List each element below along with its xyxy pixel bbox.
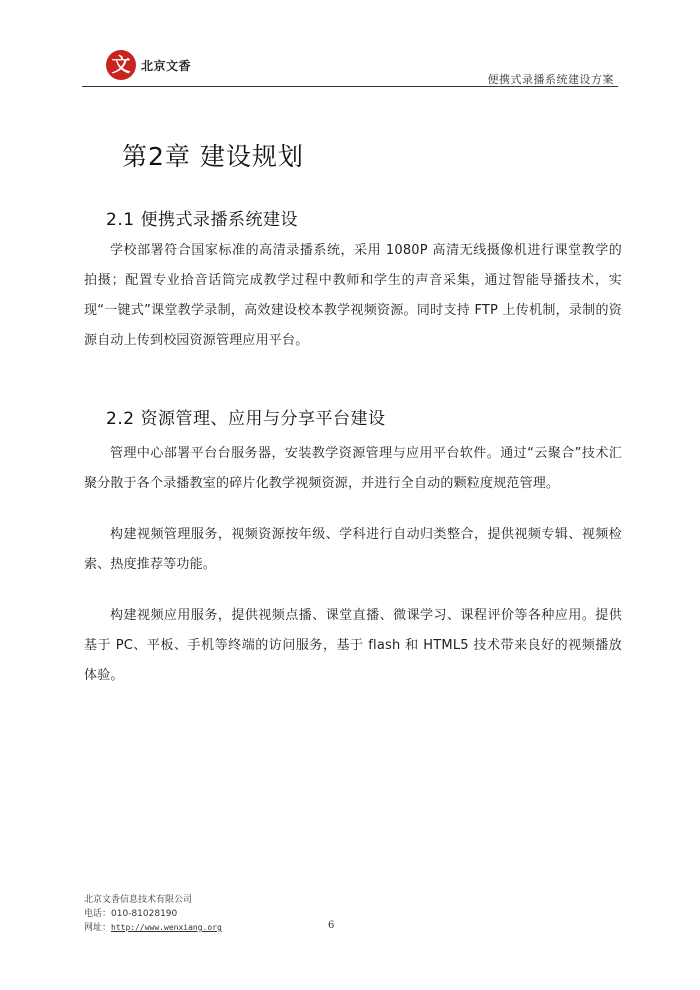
paragraph-2-2-1: 管理中心部署平台台服务器，安装教学资源管理与应用平台软件。通过“云聚合”技术汇聚分散于各个录播教室的碎片化教学视频资源，并进行全自动的颗粒度规范管理。 <box>84 446 622 491</box>
footer-website-link[interactable]: http://www.wenxiang.org <box>111 923 222 932</box>
chapter-title: 第2章 建设规划 <box>122 142 304 171</box>
page-footer <box>84 894 222 936</box>
footer-phone: 010-81028190 <box>111 908 178 919</box>
header-divider <box>82 86 618 87</box>
header-document-title: 便携式录播系统建设方案 <box>487 73 614 86</box>
paragraph-2-2-2: 构建视频管理服务，视频资源按年级、学科进行自动归类整合，提供视频专辑、视频检索、热度推荐等功能。 <box>84 527 622 572</box>
section-title-2-1: 2.1 便携式录播系统建设 <box>106 210 298 230</box>
page-header <box>82 50 618 90</box>
paragraph-2-2-3: 构建视频应用服务，提供视频点播、课堂直播、微课学习、课程评价等各种应用。提供基于 PC、平板、手机等终端的访问服务，基于 flash 和 HTML5 技术带来良好的视频播放体验。 <box>84 608 622 683</box>
footer-phone-line <box>84 908 222 922</box>
section-title-2-2: 2.2 资源管理、应用与分享平台建设 <box>106 409 386 429</box>
logo-emblem-icon: 文 <box>106 50 136 80</box>
logo-text: 北京文香 <box>141 58 192 73</box>
page-number: 6 <box>328 920 335 931</box>
footer-phone-label: 电话： <box>84 908 112 919</box>
footer-site-label: 网址： <box>84 923 112 933</box>
footer-site-line <box>84 921 222 936</box>
footer-company: 北京文香信息技术有限公司 <box>84 895 193 905</box>
paragraph-2-1-1: 学校部署符合国家标准的高清录播系统，采用 1080P 高清无线摄像机进行课堂教学的拍摄；配置专业拾音话筒完成教学过程中教师和学生的声音采集，通过智能导播技术，实现“一键式”课堂教学录制，高效建设校本教学视频资源。同时支持 FTP 上传机制，录制的资源自动上传到校园资源管理应用平台。 <box>84 243 622 348</box>
company-logo <box>106 50 191 80</box>
